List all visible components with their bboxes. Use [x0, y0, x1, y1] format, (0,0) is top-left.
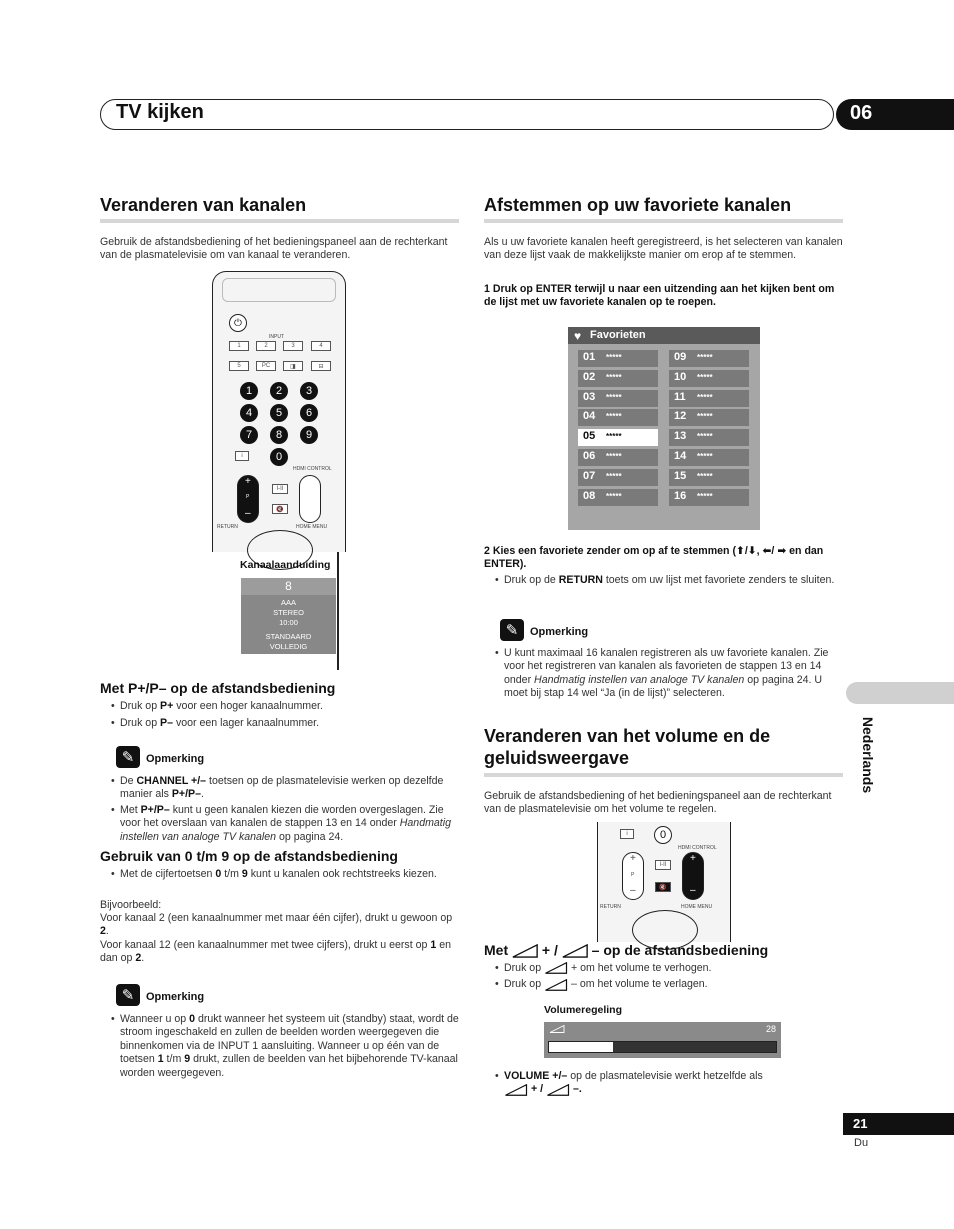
favorites-title: Favorieten — [590, 329, 646, 341]
list-item: • Druk op P– voor een lager kanaalnummer. — [100, 717, 460, 730]
favorite-channel-number: 04 — [583, 410, 596, 423]
osd-screen-size: VOLLEDIG — [269, 642, 308, 651]
info-icon: i — [620, 829, 634, 839]
favorite-channel-name: ***** — [606, 452, 622, 461]
favorite-channel-item[interactable] — [578, 370, 658, 387]
home-menu-label: HOME MENU — [681, 904, 713, 910]
note-label: Opmerking — [530, 626, 589, 638]
favorite-channel-name: ***** — [606, 471, 622, 481]
digit-9-button: 9 — [300, 426, 318, 444]
list-item: • VOLUME +/– op de plasmatelevisie werkt hetzelfde als + / –. — [484, 1070, 846, 1097]
step-1: 1 Druk op ENTER terwijl u naar een uitzending aan het kijken bent om de lijst met uw favoriete kanalen op te roepen. — [484, 283, 835, 309]
favorite-channel-item[interactable] — [578, 469, 658, 486]
favorite-channel-item[interactable] — [578, 489, 658, 506]
favorite-channel-number: 03 — [583, 390, 596, 403]
favorite-channel-item[interactable] — [578, 409, 658, 426]
note-3-list — [484, 647, 846, 701]
channel-display-osd — [241, 578, 336, 654]
pencil-note-icon: ✎ — [500, 619, 524, 641]
home-menu-label: HOME MENU — [296, 524, 328, 530]
digit-0-button: 0 — [270, 448, 288, 466]
section-rule — [484, 219, 843, 223]
favorite-channel-item[interactable] — [578, 449, 658, 466]
digit-6-button: 6 — [300, 404, 318, 422]
favorite-channel-number: 13 — [674, 430, 687, 443]
dual-sound-icon: I-II — [655, 860, 671, 870]
volume-bar-fill — [549, 1042, 613, 1052]
volume-icon — [549, 1025, 565, 1033]
input-4-button: 4 — [311, 341, 331, 351]
favorite-channel-item[interactable] — [669, 429, 749, 446]
favorite-channel-number: 14 — [674, 450, 687, 462]
hdmi-control-label: HDMI CONTROL — [293, 466, 332, 472]
list-item: • Druk op + om het volume te verhogen. — [484, 962, 846, 975]
favorite-channel-name: ***** — [697, 412, 713, 422]
osd-channel-number: 8 — [241, 578, 336, 595]
favorite-channel-item[interactable] — [669, 390, 749, 407]
digit-1-button: 1 — [240, 382, 258, 400]
favorite-channel-number: 02 — [583, 370, 596, 383]
favorite-channel-item[interactable] — [669, 449, 749, 466]
favorite-channel-name: ***** — [697, 392, 713, 402]
return-label: RETURN — [600, 904, 621, 910]
favorite-channel-item[interactable] — [669, 409, 749, 426]
pc-button: PC — [256, 361, 276, 371]
volume-last-list — [484, 1070, 846, 1097]
volume-display-osd — [544, 1022, 781, 1058]
hdmi-control-label: HDMI CONTROL — [678, 845, 717, 851]
favorite-channel-item[interactable] — [669, 469, 749, 486]
volume-icon — [512, 944, 538, 958]
example-label: Bijvoorbeeld: — [100, 899, 162, 911]
favorite-channel-item[interactable] — [578, 429, 658, 446]
mute-icon: 🔇 — [272, 504, 288, 514]
volume-rocker — [299, 475, 321, 523]
input-label: INPUT — [269, 334, 284, 340]
favorite-channel-number: 07 — [583, 469, 596, 482]
page-title: TV kijken — [116, 101, 204, 123]
favorite-channel-number: 12 — [674, 410, 687, 423]
osd-caption: Kanaalaanduiding — [240, 559, 331, 571]
mute-icon: 🔇 — [655, 882, 671, 892]
input-2-button: 2 — [256, 341, 276, 351]
page-language-code: Du — [854, 1137, 869, 1149]
list-item: • Druk op P+ voor een hoger kanaalnummer. — [100, 700, 460, 713]
remote-top-window — [222, 278, 336, 302]
note-label: Opmerking — [146, 991, 205, 1003]
pencil-note-icon: ✎ — [116, 984, 140, 1006]
favorite-channel-number: 11 — [674, 390, 686, 403]
favorite-channel-name: ***** — [606, 412, 622, 422]
channel-up-icon: + — [245, 476, 251, 487]
screen-mode-icon: ◨ — [283, 361, 303, 371]
favorite-channel-number: 01 — [583, 351, 596, 363]
heart-icon: ♥ — [574, 329, 582, 343]
page-number-box — [843, 1113, 954, 1135]
language-side-label: Nederlands — [860, 716, 876, 794]
volume-icon — [544, 962, 568, 974]
osd-time: 10:00 — [279, 618, 298, 627]
subheading-volume: Met + / – op de afstandsbediening — [484, 942, 769, 958]
volume-icon — [544, 979, 568, 991]
favorite-channel-item[interactable] — [578, 350, 658, 367]
section-rule — [100, 219, 459, 223]
volume-list — [484, 962, 846, 992]
input-1-button: 1 — [229, 341, 249, 351]
list-item: • Met P+/P– kunt u geen kanalen kiezen die worden overgeslagen. Zie voor het overslaan van kanalen de stappen 13 en 14 onder Handmatig instellen van analoge TV kanalen op pagina 24. — [100, 804, 462, 844]
section-rule — [484, 773, 843, 777]
info-icon: i — [235, 451, 249, 461]
chapter-number: 06 — [850, 102, 873, 124]
volume-bar-track — [548, 1041, 777, 1053]
example-2: Voor kanaal 12 (een kanaalnummer met twee cijfers), drukt u eerst op 1 en dan op 2. — [100, 939, 451, 965]
favorites-header — [568, 327, 760, 344]
favorite-channel-name: ***** — [606, 372, 622, 382]
favorite-channel-number: 16 — [674, 489, 687, 502]
digit-0-button: 0 — [654, 826, 672, 844]
intro-text: Gebruik de afstandsbediening of het bedieningspaneel aan de rechterkant van de plasmatelevisie om van kanaal te veranderen. — [100, 236, 448, 262]
favorite-channel-item[interactable] — [578, 390, 658, 407]
volume-intro: Gebruik de afstandsbediening of het bedieningspaneel aan de rechterkant van de plasmatelevisie om het volume te regelen. — [484, 790, 832, 816]
favorite-channel-name: ***** — [697, 491, 713, 501]
channel-down-icon: – — [245, 508, 251, 519]
list-item: • U kunt maximaal 16 kanalen registreren als uw favoriete kanalen. Zie voor het registreren van kanalen als favorieten de stappen 13 en 14 onder Handmatig instellen van analoge TV kanalen op pagina 24. U moet bij stap 14 wel “Ja (in de lijst)” selecteren. — [484, 647, 846, 701]
volume-down-icon: – — [690, 885, 696, 896]
favorite-channel-number: 06 — [583, 450, 596, 462]
volume-icon — [546, 1084, 570, 1096]
favorite-channel-number: 09 — [674, 351, 687, 363]
favorite-channel-item[interactable] — [669, 350, 749, 367]
volume-icon — [504, 1084, 528, 1096]
chapter-badge — [836, 99, 954, 130]
return-label: RETURN — [217, 524, 238, 530]
favorite-channel-name: ***** — [606, 392, 622, 402]
favorite-channel-number: 15 — [674, 469, 687, 482]
power-icon: ⏻ — [229, 314, 247, 332]
dual-sound-icon: I-II — [272, 484, 288, 494]
list-item: • Druk op – om het volume te verlagen. — [484, 978, 846, 991]
p-plus-minus-list — [100, 700, 460, 731]
osd-av-mode: STANDAARD — [265, 632, 312, 641]
favorites-intro: Als u uw favoriete kanalen heeft geregistreerd, is het selecteren van kanalen van deze lijst vaak de makkelijkste manier om erop af te stemmen. — [484, 236, 843, 262]
digit-7-button: 7 — [240, 426, 258, 444]
favorite-channel-item[interactable] — [669, 489, 749, 506]
favorite-channel-number: 08 — [583, 489, 596, 502]
digit-5-button: 5 — [270, 404, 288, 422]
section-heading-favorites: Afstemmen op uw favoriete kanalen — [484, 195, 792, 215]
list-item: • De CHANNEL +/– toetsen op de plasmatelevisie werken op dezelfde manier als P+/P–. — [100, 775, 462, 802]
osd-sound: STEREO — [273, 608, 304, 617]
list-item: • Met de cijfertoetsen 0 t/m 9 kunt u kanalen ook rechtstreeks kiezen. — [100, 868, 460, 881]
header-bar — [100, 99, 834, 130]
example-1: Voor kanaal 2 (een kanaalnummer met maar één cijfer), drukt u gewoon op 2. — [100, 912, 453, 938]
favorite-channel-name: ***** — [697, 353, 713, 362]
remote-volume-illustration — [597, 822, 731, 942]
favorite-channel-name: ***** — [697, 372, 713, 382]
channel-down-icon: – — [630, 885, 636, 896]
subheading-p-plus-minus: Met P+/P– op de afstandsbediening — [100, 680, 336, 696]
channel-up-icon: + — [630, 853, 636, 864]
osd-name: AAA — [280, 598, 296, 607]
digit-4-button: 4 — [240, 404, 258, 422]
section-heading-volume: Veranderen van het volume en de geluidsweergave — [484, 726, 771, 768]
favorite-channel-number: 05 — [583, 430, 596, 443]
favorite-channel-name: ***** — [697, 432, 713, 442]
split-screen-icon: ⊟ — [311, 361, 331, 371]
digit-2-button: 2 — [270, 382, 288, 400]
volume-value: 28 — [765, 1024, 776, 1034]
digits-list — [100, 868, 460, 881]
remote-control-illustration — [212, 271, 346, 552]
note-1-list — [100, 775, 462, 844]
favorite-channel-number: 10 — [674, 370, 687, 383]
favorite-channel-name: ***** — [606, 491, 622, 501]
step-2: 2 Kies een favoriete zender om op af te stemmen (⬆/⬇, ⬅/ ➡ en dan ENTER). — [484, 545, 824, 571]
volume-display-caption: Volumeregeling — [544, 1004, 622, 1016]
subheading-digits: Gebruik van 0 t/m 9 op de afstandsbediening — [100, 848, 398, 864]
list-item: • Druk op de RETURN toets om uw lijst met favoriete zenders te sluiten. — [484, 574, 846, 587]
p-label: P — [246, 494, 250, 500]
favorite-channel-name: ***** — [697, 471, 713, 481]
list-item: • Wanneer u op 0 drukt wanneer het systeem uit (standby) staat, wordt de stroom ingeschakeld en zullen de beelden worden weergegeven die binnenkomen via de INPUT 1 aansluiting. Wanneer u op één van de toetsen 1 t/m 9 drukt, zullen de beelden van het bijbehorende TV-kanaal worden weergegeven. — [100, 1013, 462, 1080]
section-heading-channels: Veranderen van kanalen — [100, 195, 307, 215]
callout-line — [337, 552, 339, 670]
volume-icon — [562, 944, 588, 958]
page-number: 21 — [853, 1116, 868, 1131]
volume-up-icon: + — [690, 853, 696, 864]
favorite-channel-item[interactable] — [669, 370, 749, 387]
digit-8-button: 8 — [270, 426, 288, 444]
digit-3-button: 3 — [300, 382, 318, 400]
input-5-button: 5 — [229, 361, 249, 371]
favorites-list-screen — [568, 327, 760, 530]
favorite-channel-name: ***** — [606, 353, 622, 362]
step-2-list — [484, 574, 846, 587]
favorite-channel-name: ***** — [697, 452, 713, 461]
note-2-list — [100, 1013, 462, 1080]
p-label: P — [631, 872, 635, 878]
note-label: Opmerking — [146, 753, 205, 765]
input-3-button: 3 — [283, 341, 303, 351]
favorite-channel-name: ***** — [606, 432, 622, 442]
pencil-note-icon: ✎ — [116, 746, 140, 768]
